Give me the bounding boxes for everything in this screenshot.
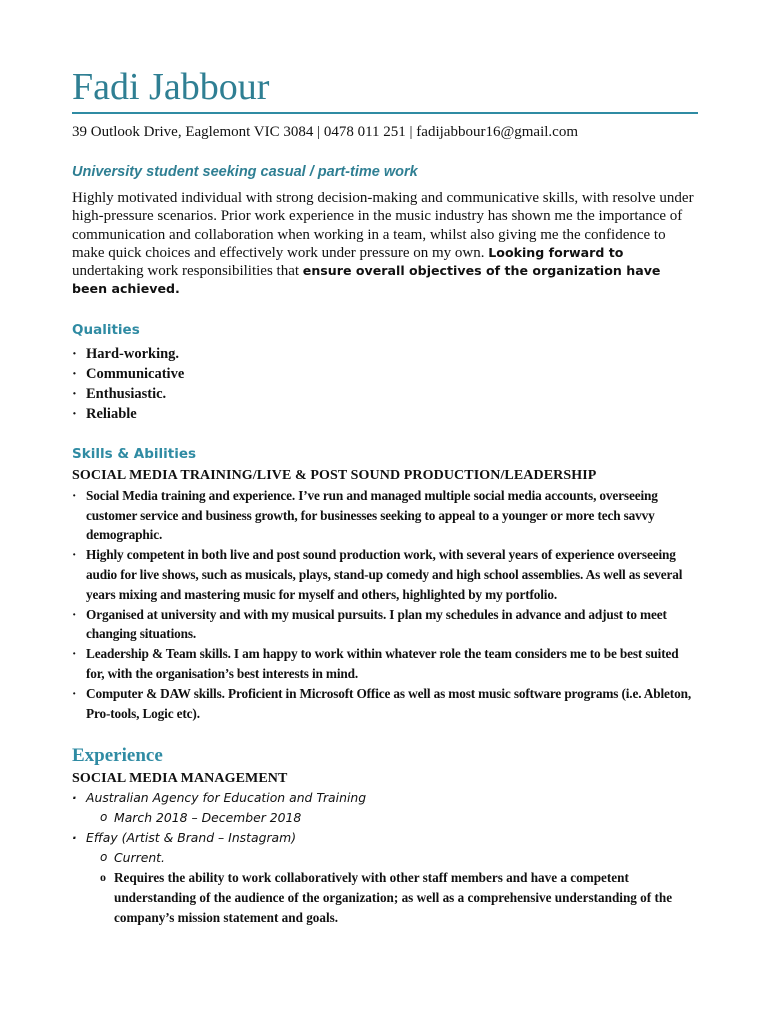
experience-status: o Current. (100, 848, 696, 868)
quality-item: · Enthusiastic. (72, 384, 696, 404)
quality-item: · Reliable (72, 404, 696, 424)
header-divider (72, 112, 698, 114)
experience-details (72, 808, 696, 828)
skill-item: · Leadership & Team skills. I am happy to work within whatever role the team considers me to be best suited for, with the organisation’s best interests in mind. (72, 644, 696, 684)
summary-bold-phrase-2: ensure overall objectives of the organization have been achieved. (72, 263, 661, 297)
experience-heading: Experience (72, 745, 163, 767)
experience-org: · Australian Agency for Education and Training (72, 788, 696, 808)
skill-item: · Social Media training and experience. I’ve run and managed multiple social media accounts, overseeing customer service and business growth, for businesses seeking to appeal to a younger or more tech savvy demographic. (72, 486, 696, 545)
skills-subheading: SOCIAL MEDIA TRAINING/LIVE & POST SOUND PRODUCTION/LEADERSHIP (72, 467, 597, 483)
experience-description: o Requires the ability to work collaboratively with other staff members and have a competent understanding of the audience of the organization; as well as a comprehensive understanding of the company’s mission statement and goals. (100, 868, 696, 928)
skill-item: · Organised at university and with my musical pursuits. I plan my schedules in advance and adjust to meet changing situations. (72, 605, 696, 645)
summary-paragraph (72, 189, 696, 299)
experience-details (72, 848, 696, 928)
objective-heading: University student seeking casual / part-time work (72, 164, 418, 180)
quality-item: · Communicative (72, 364, 696, 384)
skills-list (72, 486, 696, 724)
summary-bold-phrase-1: Looking forward to (488, 244, 624, 260)
skills-heading: Skills & Abilities (72, 445, 197, 462)
quality-item: · Hard-working. (72, 344, 696, 364)
qualities-heading: Qualities (72, 321, 140, 338)
experience-list (72, 788, 696, 808)
skill-item: · Highly competent in both live and post sound production work, with several years of experience overseeing audio for live shows, such as musicals, plays, stand-up comedy and high school assemblies. As well as several years mixing and mastering music for myself and others, highlighted by my portfolio. (72, 545, 696, 604)
experience-subheading: SOCIAL MEDIA MANAGEMENT (72, 771, 288, 787)
experience-org: · Effay (Artist & Brand – Instagram) (72, 828, 696, 848)
candidate-name: Fadi Jabbour (72, 66, 270, 108)
contact-line: 39 Outlook Drive, Eaglemont VIC 3084 | 0478 011 251 | fadijabbour16@gmail.com (72, 124, 579, 140)
summary-text: Highly motivated individual with strong decision-making and communicative skills, with resolve under high-pressure scenarios. Prior work experience in the music industry has shown me the importance of communication and collaboration when working in a team, whilst also giving me the confidence to make quick choices and effectively work under pressure on my own. (72, 190, 694, 261)
resume-page (72, 64, 696, 928)
skill-item: · Computer & DAW skills. Proficient in Microsoft Office as well as most music software programs (i.e. Ableton, Pro-tools, Logic etc). (72, 684, 696, 724)
qualities-list (72, 344, 696, 424)
experience-date: o March 2018 – December 2018 (100, 808, 696, 828)
summary-text-2: undertaking work responsibilities that (72, 263, 303, 280)
experience-list (72, 828, 696, 848)
